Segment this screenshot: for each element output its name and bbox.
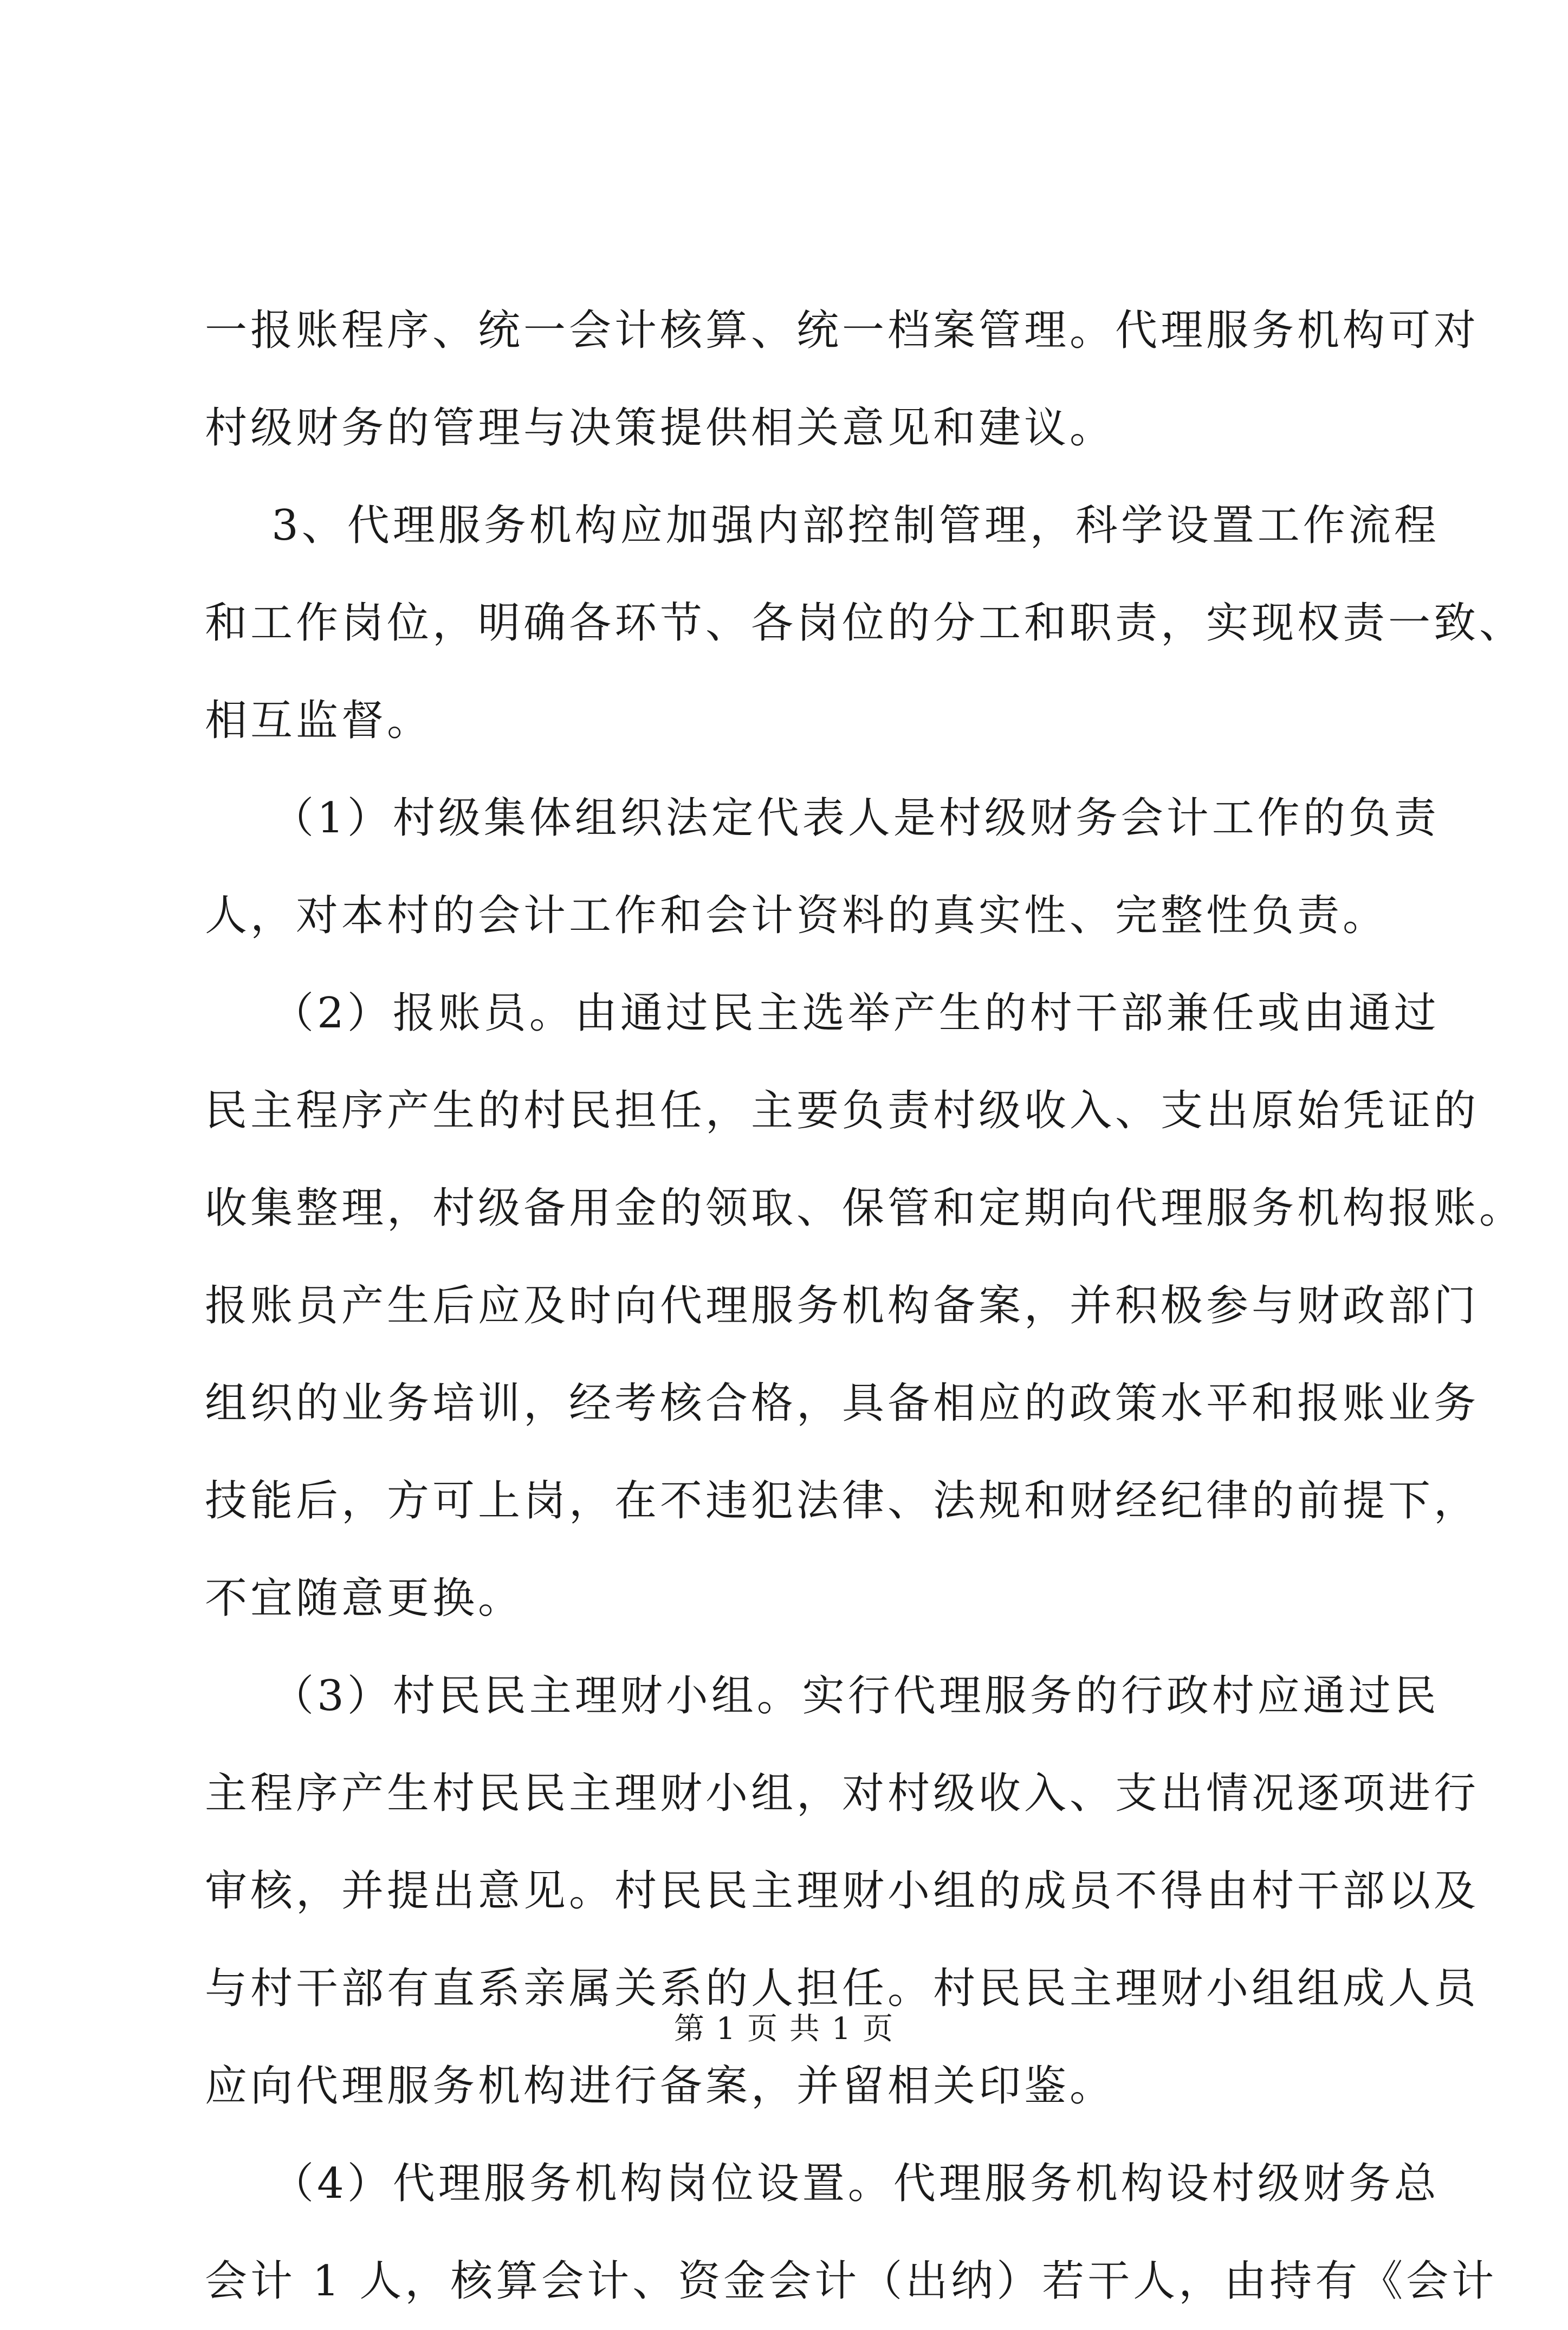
text-line: 报账员产生后应及时向代理服务机构备案，并积极参与财政部门 <box>205 1282 1480 1330</box>
text-line: 审核，并提出意见。村民民主理财小组的成员不得由村干部以及 <box>205 1867 1480 1915</box>
text-line: 收集整理，村级备用金的领取、保管和定期向代理服务机构报账。 <box>205 1184 1525 1233</box>
text-line: 村级财务的管理与决策提供相关意见和建议。 <box>205 404 1116 452</box>
text-line: （1）村级集体组织法定代表人是村级财务会计工作的负责 <box>205 794 1440 843</box>
text-line: 技能后，方可上岗，在不违犯法律、法规和财经纪律的前提下， <box>205 1477 1480 1525</box>
text-line: （3）村民民主理财小组。实行代理服务的行政村应通过民 <box>205 1672 1440 1720</box>
text-line: 会计 1 人，核算会计、资金会计（出纳）若干人，由持有《会计 <box>205 2257 1498 2306</box>
page-number-footer: 第 1 页 共 1 页 <box>673 2011 895 2047</box>
text-line: 相互监督。 <box>205 696 433 745</box>
text-line: 民主程序产生的村民担任，主要负责村级收入、支出原始凭证的 <box>205 1086 1480 1135</box>
text-line: （4）代理服务机构岗位设置。代理服务机构设村级财务总 <box>205 2159 1440 2208</box>
text-line: （2）报账员。由通过民主选举产生的村干部兼任或由通过 <box>205 989 1440 1038</box>
text-line: 和工作岗位，明确各环节、各岗位的分工和职责，实现权责一致、 <box>205 599 1525 648</box>
text-line: 人，对本村的会计工作和会计资料的真实性、完整性负责。 <box>205 891 1389 940</box>
text-line: 应向代理服务机构进行备案，并留相关印鉴。 <box>205 2062 1116 2111</box>
text-line: 3、代理服务机构应加强内部控制管理，科学设置工作流程 <box>205 501 1440 550</box>
text-line: 与村干部有直系亲属关系的人担任。村民民主理财小组组成人员 <box>205 1964 1480 2013</box>
text-line: 主程序产生村民民主理财小组，对村级收入、支出情况逐项进行 <box>205 1769 1480 1818</box>
text-line: 不宜随意更换。 <box>205 1574 524 1623</box>
text-line: 一报账程序、统一会计核算、统一档案管理。代理服务机构可对 <box>205 306 1480 355</box>
text-line: 组织的业务培训，经考核合格，具备相应的政策水平和报账业务 <box>205 1379 1480 1428</box>
